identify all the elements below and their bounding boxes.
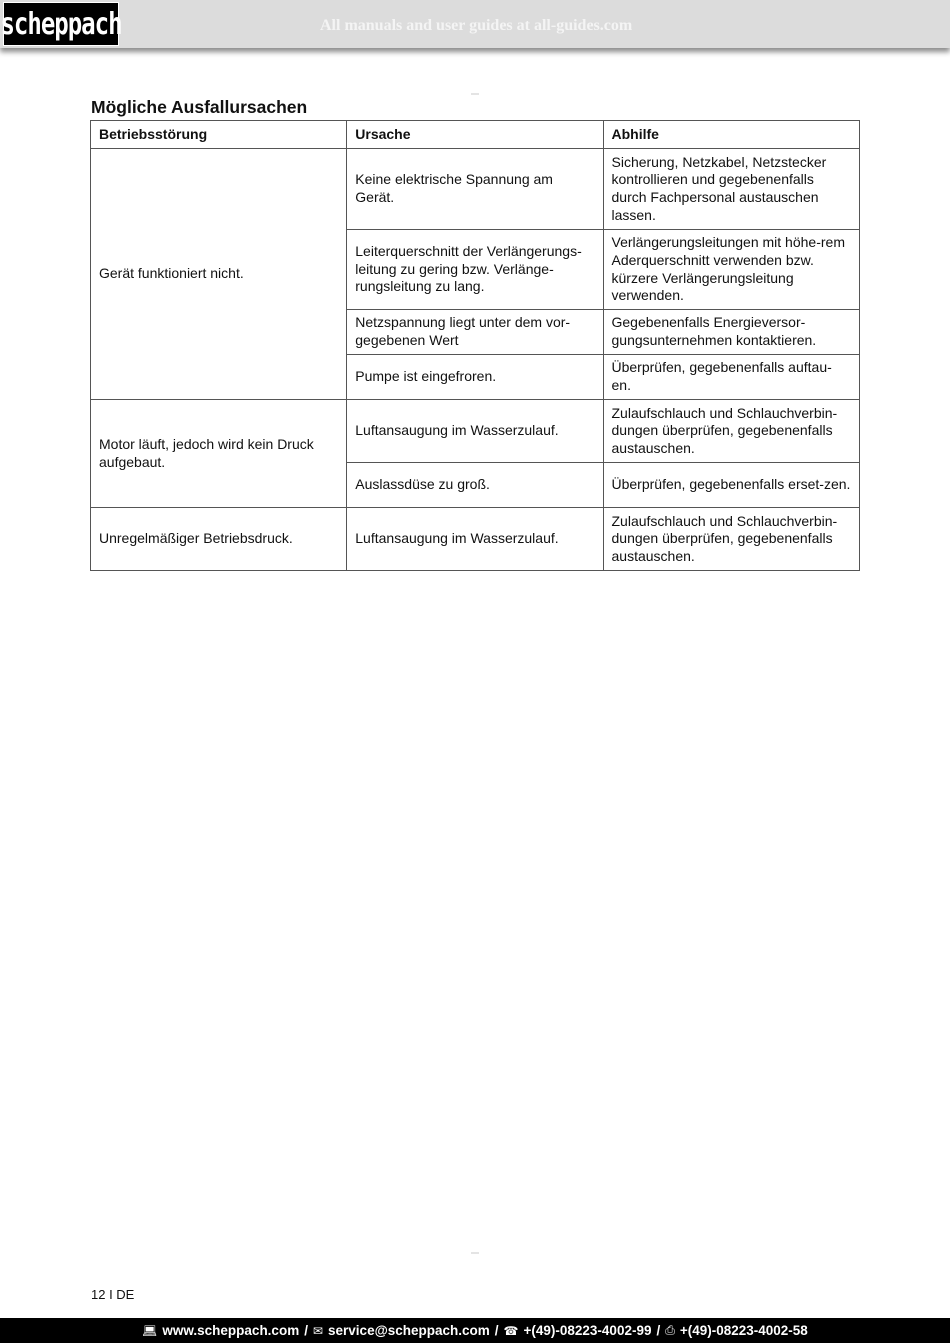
watermark-text: All manuals and user guides at all-guides.com (320, 17, 633, 34)
cause-cell: Luftansaugung im Wasserzulauf. (347, 508, 603, 571)
fax-number: +(49)-08223-4002-58 (679, 1323, 808, 1338)
cause-cell: Leiterquerschnitt der Verlängerungs-leitung zu gering bzw. Verlänge-rungsleitung zu lang. (347, 230, 603, 310)
section-title: Mögliche Ausfallursachen (91, 97, 308, 117)
phone-icon: ☎ (503, 1323, 519, 1338)
fault-cell: Motor läuft, jedoch wird kein Druck aufgebaut. (91, 400, 347, 508)
remedy-cell: Zulaufschlauch und Schlauchverbin-dungen überprüfen, gegebenenfalls austauschen. (603, 400, 860, 463)
fault-cell: Unregelmäßiger Betriebsdruck. (91, 508, 347, 571)
page-number: 12 I DE (91, 1287, 135, 1302)
cause-cell: Netzspannung liegt unter dem vor-gegebenen Wert (347, 310, 603, 355)
table-header-row (91, 121, 860, 149)
separator: / (494, 1323, 499, 1338)
scheppach-logo[interactable] (0, 2, 122, 46)
cause-cell: Pumpe ist eingefroren. (347, 355, 603, 400)
table-row (91, 149, 860, 230)
header-cause: Ursache (347, 121, 603, 149)
header-remedy: Abhilfe (603, 121, 860, 149)
page-mark-top (471, 93, 479, 95)
remedy-cell: Verlängerungsleitungen mit höhe-rem Aderquerschnitt verwenden bzw. kürzere Verlängerungsleitung verwenden. (603, 230, 860, 310)
remedy-cell: Überprüfen, gegebenenfalls auftau-en. (603, 355, 860, 400)
contact-bar (0, 1318, 950, 1343)
remedy-cell: Zulaufschlauch und Schlauchverbin-dungen überprüfen, gegebenenfalls austauschen. (603, 508, 860, 571)
troubleshooting-table (90, 120, 860, 571)
remedy-cell: Überprüfen, gegebenenfalls erset-zen. (603, 463, 860, 508)
remedy-cell: Sicherung, Netzkabel, Netzstecker kontrollieren und gegebenenfalls durch Fachpersonal austauschen lassen. (603, 149, 860, 230)
header-fault: Betriebsstörung (91, 121, 347, 149)
cause-cell: Auslassdüse zu groß. (347, 463, 603, 508)
separator: / (656, 1323, 661, 1338)
cause-cell: Luftansaugung im Wasserzulauf. (347, 400, 603, 463)
computer-icon: 💻︎ (142, 1323, 158, 1338)
separator: / (304, 1323, 308, 1338)
table-row (91, 508, 860, 571)
fax-icon: ⎙ (665, 1323, 675, 1337)
phone-number: +(49)-08223-4002-99 (523, 1323, 652, 1338)
top-banner (0, 0, 950, 48)
cause-cell: Keine elektrische Spannung am Gerät. (347, 149, 603, 230)
email-icon: ✉ (312, 1323, 324, 1338)
website-link[interactable]: www.scheppach.com (162, 1323, 300, 1338)
table-row (91, 400, 860, 463)
fault-cell: Gerät funktioniert nicht. (91, 149, 347, 400)
email-link[interactable]: service@scheppach.com (328, 1323, 490, 1338)
page-mark-bottom (471, 1252, 479, 1254)
remedy-cell: Gegebenenfalls Energieversor-gungsunternehmen kontaktieren. (603, 310, 860, 355)
logo-text: scheppach (0, 6, 122, 42)
